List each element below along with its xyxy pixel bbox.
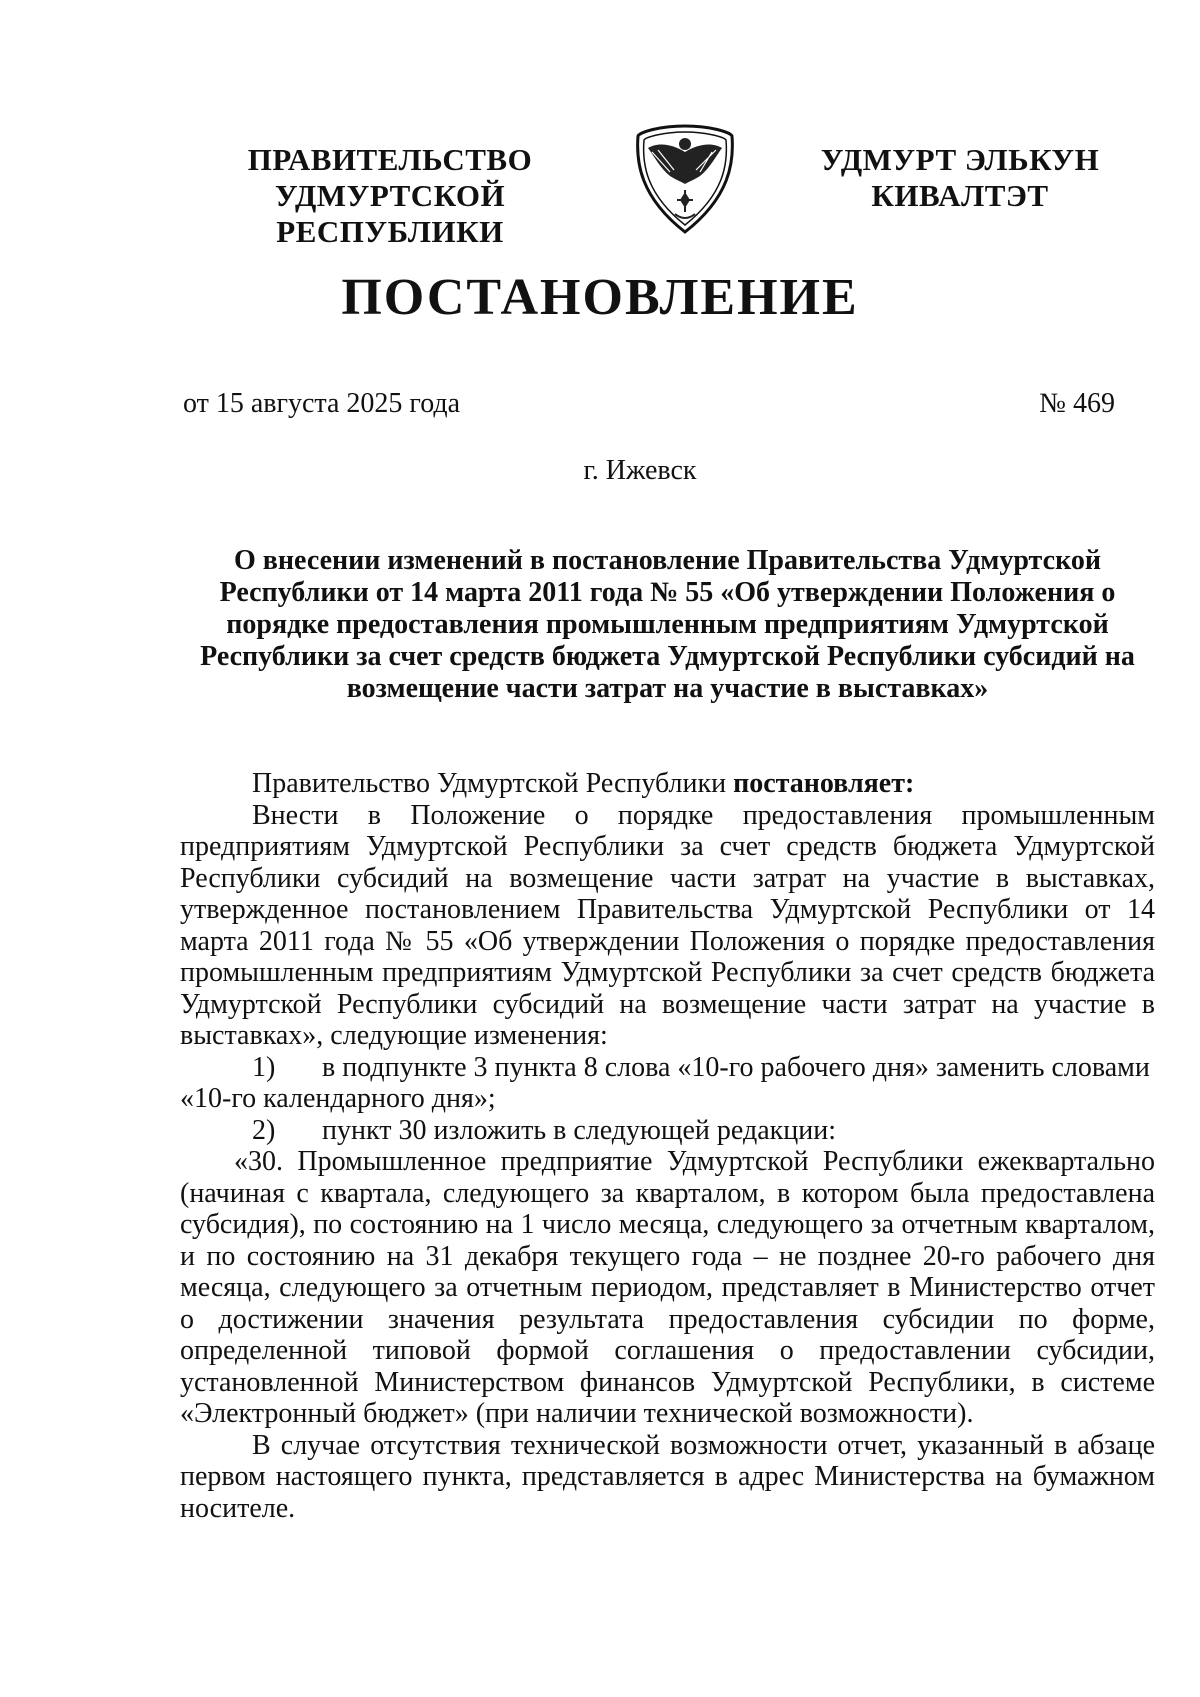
intro-paragraph: Внести в Положение о порядке предоставления промышленным предприятиям Удмуртской Республики за счет средств бюджета Удмуртской Республики субсидий на возмещение части затрат на участие в выставках, утвержденное постановлением Правительства Удмуртской Республики от 14 марта 2011 года № 55 «Об утверждении Положения о порядке предоставления промышленным предприятиям Удмуртской Республики за счет средств бюджета Удмуртской Республики субсидий на возмещение части затрат на участие в выставках», следующие изменения:: [180, 799, 1155, 1051]
udmurt-coat-of-arms-icon: [630, 122, 740, 237]
document-body: [180, 768, 1155, 1524]
list-item-1-continuation: «10-го календарного дня»;: [180, 1083, 496, 1114]
preamble-paragraph: [180, 768, 1155, 800]
issuer-line-2: УДМУРТСКОЙ РЕСПУБЛИКИ: [274, 178, 506, 249]
issuer-name-russian: [170, 142, 610, 250]
list-item-1: [180, 1052, 1155, 1084]
issuer-line-1: ПРАВИТЕЛЬСТВО: [247, 142, 533, 177]
preamble-verb: постановляет:: [733, 768, 915, 799]
document-title: ПОСТАНОВЛЕНИЕ: [341, 269, 859, 326]
list-item-2-text: пункт 30 изложить в следующей редакции:: [322, 1114, 836, 1146]
document-city: г. Ижевск: [583, 455, 697, 486]
point-30-paragraph: «30. Промышленное предприятие Удмуртской Республики ежеквартально (начиная с квартала, следующего за кварталом, в котором была предоставлена субсидия), по состоянию на 1 число месяца, следующего за отчетным кварталом, и по состоянию на 31 декабря текущего года – не позднее 20-го рабочего дня месяца, следующего за отчетным периодом, представляет в Министерство отчет о достижении значения результата предоставления субсидии по форме, определенной типовой формой соглашения о предоставлении субсидии, установленной Министерством финансов Удмуртской Республики, в системе «Электронный бюджет» (при наличии технической возможности).: [180, 1146, 1155, 1429]
document-number: № 469: [1039, 388, 1115, 419]
list-item-2: [180, 1115, 1155, 1147]
issuer-udmurt-line-2: КИВАЛТЭТ: [871, 178, 1049, 213]
list-item-2-number: 2): [252, 1114, 276, 1146]
issuer-udmurt-line-1: УДМУРТ ЭЛЬКУН: [820, 142, 1100, 177]
list-item-1-text: в подпункте 3 пункта 8 слова «10-го рабочего дня» заменить словами: [322, 1051, 1150, 1083]
issuer-name-udmurt: [815, 142, 1105, 214]
list-item-1-number: 1): [252, 1051, 276, 1083]
preamble-text: Правительство Удмуртской Республики: [252, 768, 734, 799]
closing-paragraph: В случае отсутствия технической возможности отчет, указанный в абзаце первом настоящего пункта, представляется в адрес Министерства на бумажном носителе.: [180, 1429, 1155, 1524]
document-date: от 15 августа 2025 года: [183, 388, 461, 419]
document-subject: О внесении изменений в постановление Правительства Удмуртской Республики от 14 марта 2011 года № 55 «Об утверждении Положения о порядке предоставления промышленным предприятиям Удмуртской Республики за счет средств бюджета Удмуртской Республики субсидий на возмещение части затрат на участие в выставках»: [200, 545, 1135, 704]
